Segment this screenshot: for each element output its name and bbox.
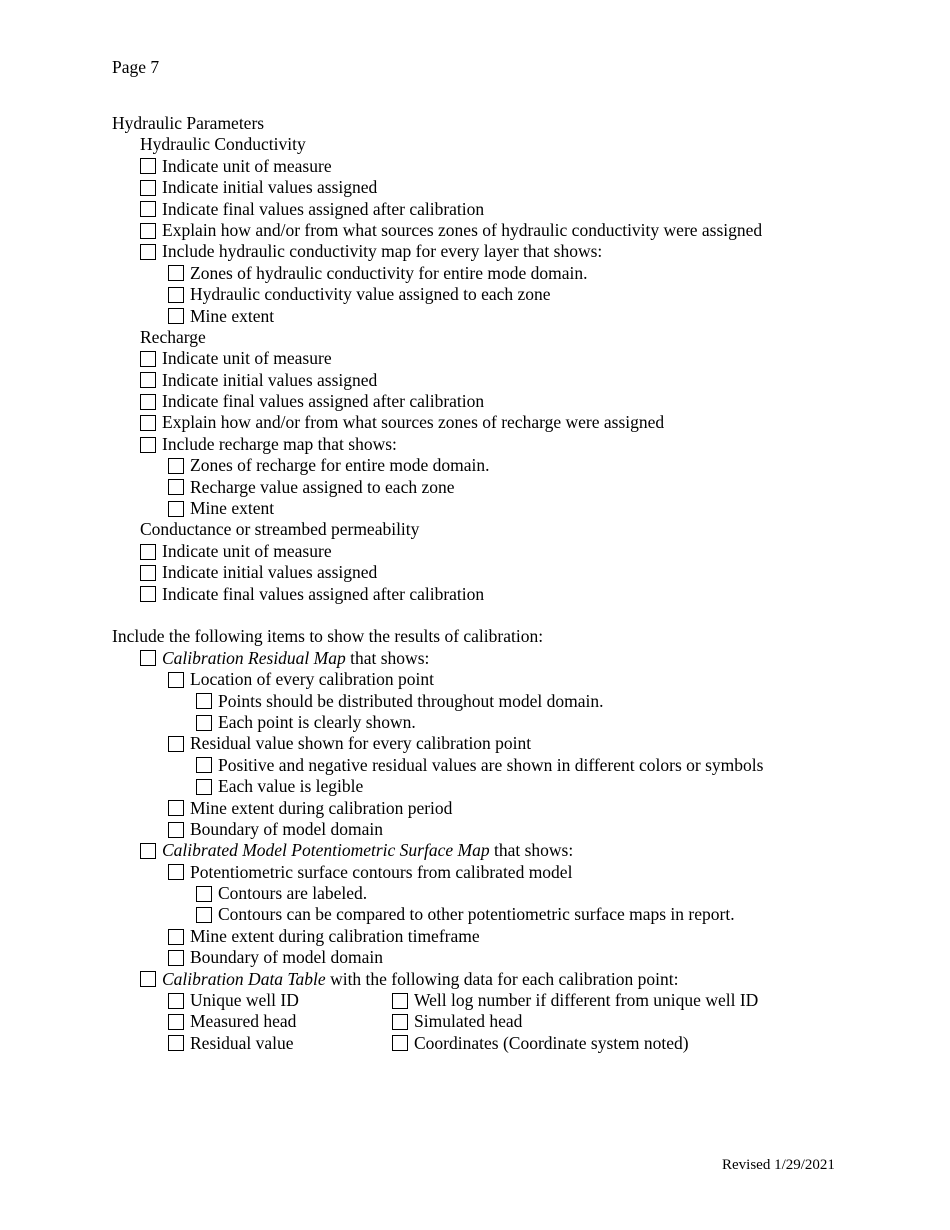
subsection-title: Conductance or streambed permeability xyxy=(140,519,420,540)
checkbox[interactable] xyxy=(140,201,156,217)
checklist-subitem: Zones of hydraulic conductivity for entire mode domain. xyxy=(112,263,832,284)
checklist-item: Indicate unit of measure xyxy=(112,348,832,369)
checkbox[interactable] xyxy=(168,287,184,303)
checklist-item: Explain how and/or from what sources zones of recharge were assigned xyxy=(112,412,832,433)
checklist-item: Include hydraulic conductivity map for every layer that shows: xyxy=(112,241,832,262)
page-number: Page 7 xyxy=(112,57,160,77)
checkbox[interactable] xyxy=(140,565,156,581)
checklist-document xyxy=(112,113,832,1054)
checklist-subitem: Hydraulic conductivity value assigned to each zone xyxy=(112,284,832,305)
checkbox[interactable] xyxy=(140,544,156,560)
checklist-subitem: Boundary of model domain xyxy=(112,947,832,968)
checkbox[interactable] xyxy=(392,993,408,1009)
checkbox[interactable] xyxy=(392,1014,408,1030)
checkbox[interactable] xyxy=(196,886,212,902)
checklist-subsubitem: Each value is legible xyxy=(112,776,832,797)
checkbox[interactable] xyxy=(140,971,156,987)
checkbox[interactable] xyxy=(140,372,156,388)
checkbox[interactable] xyxy=(392,1035,408,1051)
checklist-subitem: Mine extent during calibration timeframe xyxy=(112,926,832,947)
checkbox[interactable] xyxy=(168,1014,184,1030)
revision-date: Revised 1/29/2021 xyxy=(722,1157,835,1173)
section-heading: Include the following items to show the results of calibration: xyxy=(112,626,544,647)
checklist-item: Indicate initial values assigned xyxy=(112,177,832,198)
checklist-subitem: Residual value shown for every calibration point xyxy=(112,733,832,754)
checklist-subsubitem: Contours can be compared to other potentiometric surface maps in report. xyxy=(112,904,832,925)
checkbox[interactable] xyxy=(168,800,184,816)
checklist-subitem: Recharge value assigned to each zone xyxy=(112,477,832,498)
checkbox[interactable] xyxy=(140,394,156,410)
checkbox[interactable] xyxy=(140,415,156,431)
checkbox[interactable] xyxy=(168,458,184,474)
checklist-subsubitem: Each point is clearly shown. xyxy=(112,712,832,733)
checkbox[interactable] xyxy=(196,693,212,709)
checklist-item: Calibration Residual Map that shows: xyxy=(112,648,832,669)
checklist-subsubitem: Contours are labeled. xyxy=(112,883,832,904)
spacer xyxy=(112,605,832,626)
checklist-subitem: Mine extent xyxy=(112,498,832,519)
checkbox[interactable] xyxy=(140,180,156,196)
checkbox[interactable] xyxy=(168,736,184,752)
checkbox[interactable] xyxy=(168,672,184,688)
data-table-row: Measured head Simulated head xyxy=(112,1011,832,1032)
checkbox[interactable] xyxy=(168,822,184,838)
checkbox[interactable] xyxy=(168,950,184,966)
checkbox[interactable] xyxy=(168,864,184,880)
checkbox[interactable] xyxy=(168,308,184,324)
checklist-subitem: Location of every calibration point xyxy=(112,669,832,690)
checklist-subsubitem: Points should be distributed throughout model domain. xyxy=(112,691,832,712)
checkbox[interactable] xyxy=(196,715,212,731)
checkbox[interactable] xyxy=(140,158,156,174)
checkbox[interactable] xyxy=(140,843,156,859)
checkbox[interactable] xyxy=(140,244,156,260)
data-table-row: Residual value Coordinates (Coordinate system noted) xyxy=(112,1033,832,1054)
checklist-item: Indicate final values assigned after calibration xyxy=(112,199,832,220)
checkbox[interactable] xyxy=(168,501,184,517)
checkbox[interactable] xyxy=(196,757,212,773)
section-heading: Hydraulic Parameters xyxy=(112,113,265,133)
checklist-subitem: Zones of recharge for entire mode domain. xyxy=(112,455,832,476)
checklist-item: Indicate unit of measure xyxy=(112,541,832,562)
checklist-item: Calibration Data Table with the following data for each calibration point: xyxy=(112,969,832,990)
subsection-title: Recharge xyxy=(140,326,206,347)
checkbox[interactable] xyxy=(140,650,156,666)
checkbox[interactable] xyxy=(140,586,156,602)
checklist-item: Indicate initial values assigned xyxy=(112,370,832,391)
checklist-subitem: Mine extent xyxy=(112,306,832,327)
data-table-row: Unique well ID Well log number if different from unique well ID xyxy=(112,990,832,1011)
checklist-item: Indicate unit of measure xyxy=(112,156,832,177)
checklist-item: Indicate final values assigned after calibration xyxy=(112,391,832,412)
checkbox[interactable] xyxy=(140,223,156,239)
checkbox[interactable] xyxy=(168,929,184,945)
checklist-subitem: Potentiometric surface contours from calibrated model xyxy=(112,862,832,883)
checklist-item: Calibrated Model Potentiometric Surface Map that shows: xyxy=(112,840,832,861)
checkbox[interactable] xyxy=(196,907,212,923)
checklist-item: Indicate final values assigned after calibration xyxy=(112,584,832,605)
checklist-subitem: Mine extent during calibration period xyxy=(112,798,832,819)
checkbox[interactable] xyxy=(196,779,212,795)
checklist-item: Explain how and/or from what sources zones of hydraulic conductivity were assigned xyxy=(112,220,832,241)
checklist-item: Include recharge map that shows: xyxy=(112,434,832,455)
checklist-subitem: Boundary of model domain xyxy=(112,819,832,840)
checklist-subsubitem: Positive and negative residual values are shown in different colors or symbols xyxy=(112,755,832,776)
subsection-title: Hydraulic Conductivity xyxy=(140,134,306,155)
checkbox[interactable] xyxy=(140,437,156,453)
checkbox[interactable] xyxy=(168,265,184,281)
checklist-item: Indicate initial values assigned xyxy=(112,562,832,583)
checkbox[interactable] xyxy=(168,479,184,495)
checkbox[interactable] xyxy=(168,1035,184,1051)
checkbox[interactable] xyxy=(140,351,156,367)
checkbox[interactable] xyxy=(168,993,184,1009)
